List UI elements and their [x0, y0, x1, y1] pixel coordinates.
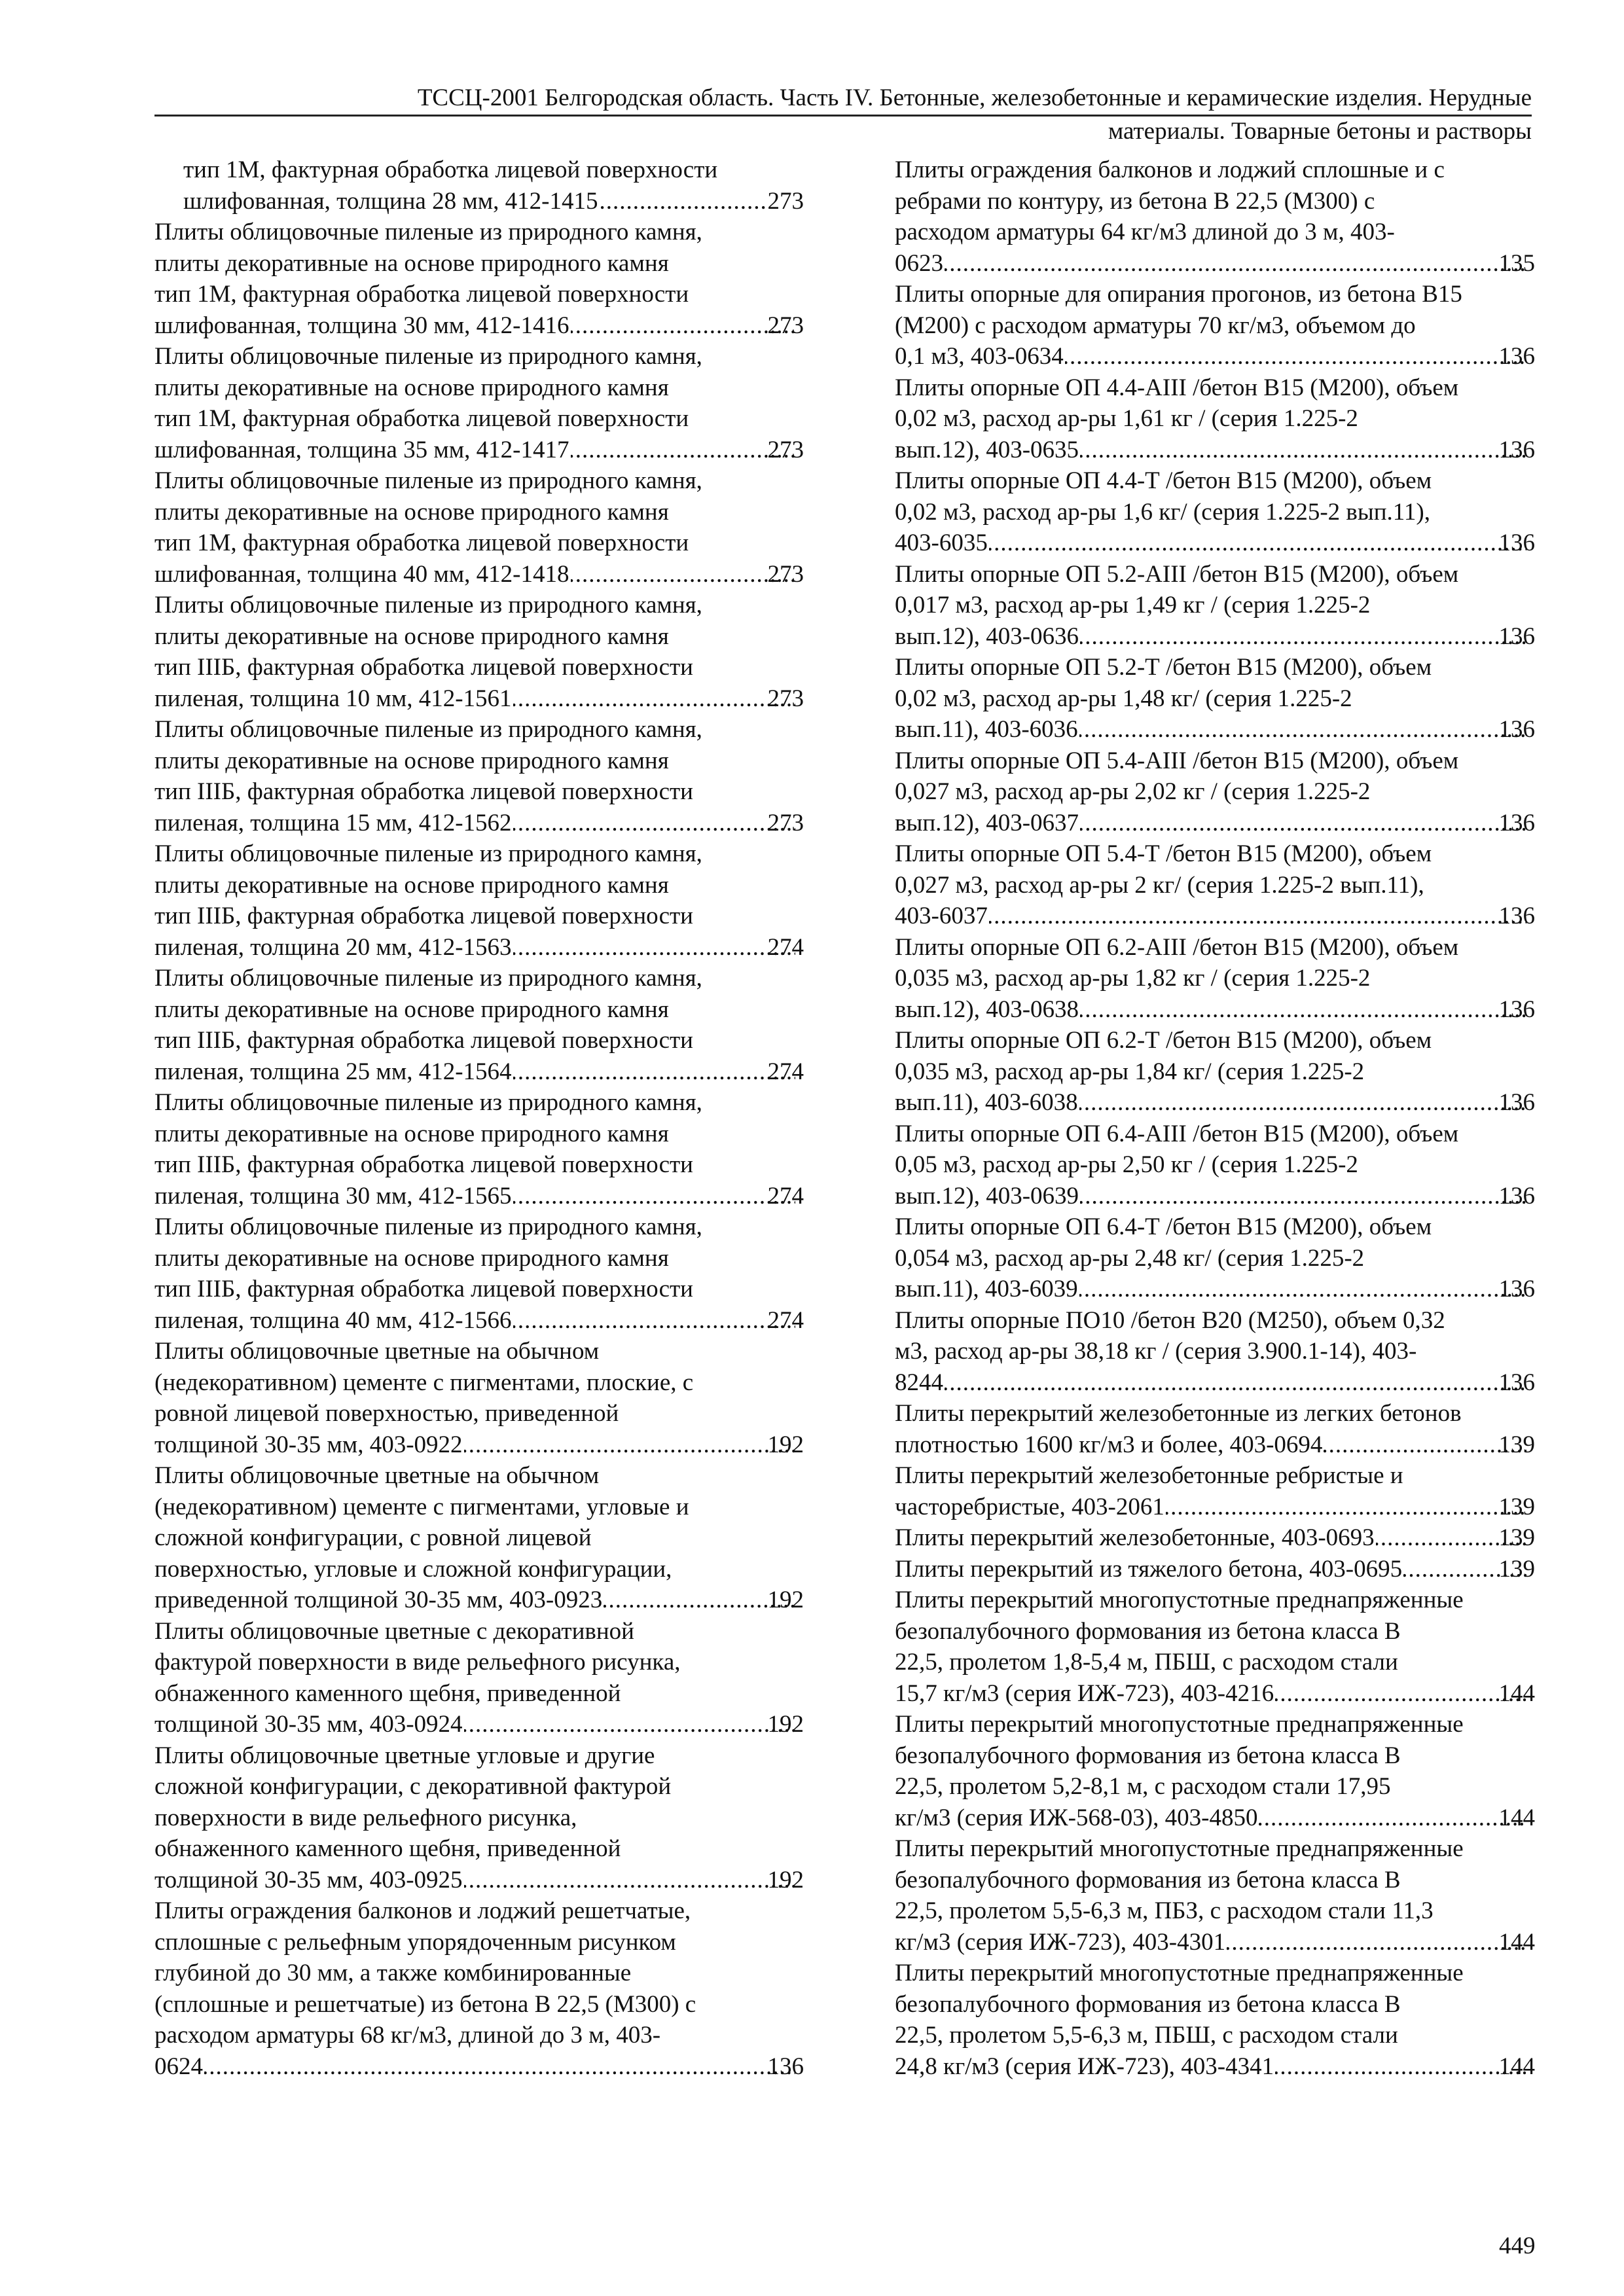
entry-text-line: шлифованная, толщина 35 мм, 412-1417: [154, 436, 569, 463]
entry-text-line: безопалубочного формования из бетона класса В: [895, 1990, 1401, 2018]
header-line-1: ТССЦ-2001 Белгородская область. Часть IV. Бетонные, железобетонные и керамические изделия. Нерудные: [154, 83, 1532, 117]
entry-text-line: 0,035 м3, расход ар-ры 1,82 кг / (серия 1.225-2: [895, 965, 1371, 992]
entry-page-number: 192: [767, 1431, 804, 1458]
entry-page-number: 139: [1498, 1524, 1535, 1551]
entry-text-line: Плиты опорные ОП 5.4-Т /бетон В15 (М200), объем: [895, 840, 1432, 867]
entry-text-line: 0,054 м3, расход ар-ры 2,48 кг/ (серия 1.225-2: [895, 1244, 1365, 1272]
entry-page-number: 144: [1498, 1679, 1535, 1707]
dot-leader: [1079, 714, 1526, 745]
entry-text-line: шлифованная, толщина 40 мм, 412-1418: [154, 560, 569, 588]
entry-last-line: [895, 1087, 1535, 1119]
entry-page-number: 274: [767, 1306, 804, 1334]
entry-text-line: Плиты опорные ПО10 /бетон В20 (М250), объем 0,32: [895, 1306, 1445, 1334]
entry-text-line: Плиты облицовочные пиленые из природного камня,: [154, 840, 702, 867]
dot-leader: [945, 1367, 1526, 1399]
entry-text-line: расходом арматуры 64 кг/м3 длиной до 3 м, 403-: [895, 219, 1395, 245]
entry-text-line: Плиты перекрытий железобетонные ребристые и: [895, 1462, 1403, 1489]
dot-leader: [464, 1709, 795, 1740]
entry-text-line: вып.11), 403-6038: [895, 1089, 1078, 1116]
dot-leader: [464, 1429, 795, 1461]
entry-last-line: [895, 528, 1535, 559]
index-entry: [154, 1616, 804, 1740]
index-entry: [895, 154, 1535, 279]
dot-leader: [513, 1305, 795, 1336]
entry-text-line: 0,02 м3, расход ар-ры 1,61 кг / (серия 1.225-2: [895, 405, 1358, 432]
entry-last-line: [154, 1709, 804, 1740]
entry-text-line: шлифованная, толщина 28 мм, 412-1415: [183, 187, 598, 215]
dot-leader: [1080, 621, 1526, 653]
entry-text-line: плиты декоративные на основе природного камня: [154, 498, 669, 526]
entry-page-number: 192: [767, 1711, 804, 1738]
entry-text-line: приведенной толщиной 30-35 мм, 403-0923: [154, 1587, 603, 1613]
entry-page-number: 136: [1498, 1276, 1535, 1302]
entry-page-number: 136: [1498, 1089, 1535, 1116]
index-entry: [154, 217, 804, 341]
entry-text-line: расходом арматуры 68 кг/м3, длиной до 3 м, 403-: [154, 2022, 661, 2049]
entry-last-line: [154, 1305, 804, 1336]
entry-last-line: [154, 1585, 804, 1616]
entry-last-line: [895, 435, 1535, 466]
dot-leader: [1166, 1492, 1526, 1523]
entry-text-line: тип IIIБ, фактурная обработка лицевой поверхности: [154, 1027, 693, 1054]
entry-text-line: 0623: [895, 249, 943, 277]
entry-last-line: [154, 1865, 804, 1896]
entry-last-line: [895, 248, 1535, 279]
dot-leader: [1080, 1181, 1526, 1212]
entry-text-line: безопалубочного формования из бетона класса В: [895, 1617, 1401, 1645]
entry-page-number: 274: [767, 1182, 804, 1210]
entry-text-line: часторебристые, 403-2061: [895, 1493, 1164, 1520]
index-entry: [895, 1305, 1535, 1399]
entry-page-number: 274: [767, 933, 804, 961]
entry-text-line: пиленая, толщина 10 мм, 412-1561: [154, 685, 512, 712]
entry-text-line: Плиты облицовочные цветные на обычном: [154, 1462, 600, 1489]
entry-text-line: Плиты облицовочные цветные с декоративной: [154, 1617, 634, 1645]
dot-leader: [1079, 1274, 1526, 1305]
entry-text-line: шлифованная, толщина 30 мм, 412-1416: [154, 312, 569, 339]
entry-text-line: толщиной 30-35 мм, 403-0925: [154, 1866, 463, 1893]
entry-page-number: 144: [1498, 1928, 1535, 1956]
index-entry: [154, 590, 804, 714]
entry-page-number: 136: [1498, 1182, 1535, 1210]
entry-text-line: Плиты опорные ОП 6.4-АIII /бетон В15 (М200), объем: [895, 1120, 1459, 1147]
entry-page-number: 136: [1498, 716, 1535, 743]
entry-text-line: Плиты облицовочные пиленые из природного камня,: [154, 343, 702, 370]
entry-text-line: тип IIIБ, фактурная обработка лицевой поверхности: [154, 1276, 693, 1302]
index-entry: [154, 714, 804, 838]
index-entry: [895, 1554, 1535, 1585]
index-entry: [895, 1709, 1535, 1833]
index-entry: [895, 1398, 1535, 1460]
entry-text-line: 22,5, пролетом 5,2-8,1 м, с расходом стали 17,95: [895, 1773, 1391, 1800]
entry-text-line: кг/м3 (серия ИЖ-723), 403-4301: [895, 1928, 1226, 1956]
dot-leader: [945, 248, 1526, 279]
index-entry: [895, 465, 1535, 559]
dot-leader: [989, 528, 1526, 559]
index-entry: [154, 154, 804, 217]
entry-text-line: безопалубочного формования из бетона класса В: [895, 1866, 1401, 1893]
entry-text-line: 0,1 м3, 403-0634: [895, 343, 1064, 370]
entry-page-number: 144: [1498, 1804, 1535, 1831]
entry-text-line: (сплошные и решетчатые) из бетона В 22,5 (М300) с: [154, 1990, 696, 2018]
entry-text-line: 22,5, пролетом 1,8-5,4 м, ПБШ, с расходом стали: [895, 1649, 1398, 1676]
entry-last-line: [154, 2051, 804, 2083]
entry-text-line: тип IIIБ, фактурная обработка лицевой поверхности: [154, 1151, 693, 1178]
entry-text-line: тип IIIБ, фактурная обработка лицевой поверхности: [154, 654, 693, 681]
index-entry: [895, 652, 1535, 745]
index-entry: [895, 1585, 1535, 1709]
entry-text-line: плиты декоративные на основе природного камня: [154, 622, 669, 650]
index-entry: [154, 1895, 804, 2082]
dot-leader: [1079, 1087, 1526, 1119]
entry-page-number: 136: [1498, 903, 1535, 929]
entry-page-number: 136: [1498, 529, 1535, 556]
entry-text-line: 403-6035: [895, 529, 988, 556]
entry-page-number: 273: [767, 436, 804, 463]
entry-text-line: 0,017 м3, расход ар-ры 1,49 кг / (серия 1.225-2: [895, 592, 1371, 619]
entry-page-number: 139: [1498, 1493, 1535, 1520]
index-entry: [895, 932, 1535, 1026]
index-entry: [154, 1087, 804, 1211]
entry-last-line: [895, 1678, 1535, 1710]
entry-last-line: [895, 1803, 1535, 1834]
dot-leader: [464, 1865, 795, 1896]
entry-text-line: 0,02 м3, расход ар-ры 1,6 кг/ (серия 1.225-2 вып.11),: [895, 498, 1430, 526]
entry-text-line: (недекоративном) цементе с пигментами, угловые и: [154, 1493, 689, 1520]
entry-text-line: Плиты облицовочные пиленые из природного камня,: [154, 467, 702, 494]
index-entry: [895, 1833, 1535, 1958]
entry-page-number: 274: [767, 1058, 804, 1085]
entry-text-line: сложной конфигурации, с ровной лицевой: [154, 1524, 592, 1551]
dot-leader: [1080, 808, 1526, 839]
index-entry: [895, 1958, 1535, 2082]
dot-leader: [1275, 1678, 1526, 1710]
entry-text-line: Плиты опорные ОП 4.4-Т /бетон В15 (М200), объем: [895, 467, 1432, 494]
entry-last-line: [154, 1429, 804, 1461]
entry-text-line: плиты декоративные на основе природного камня: [154, 747, 669, 774]
index-entry: [895, 1119, 1535, 1212]
index-entry: [154, 838, 804, 963]
entry-last-line: [895, 1367, 1535, 1399]
entry-text-line: 8244: [895, 1369, 943, 1396]
entry-last-line: [895, 714, 1535, 745]
entry-text-line: Плиты ограждения балконов и лоджий сплошные и с: [895, 156, 1445, 183]
entry-text-line: Плиты перекрытий железобетонные, 403-0693: [895, 1524, 1375, 1551]
index-entry: [895, 559, 1535, 653]
dot-leader: [1275, 2051, 1526, 2083]
dot-leader: [1324, 1429, 1526, 1461]
index-entry: [154, 1211, 804, 1336]
dot-leader: [571, 435, 795, 466]
dot-leader: [989, 901, 1526, 932]
entry-last-line: [154, 435, 804, 466]
entry-text-line: тип 1М, фактурная обработка лицевой поверхности: [154, 281, 689, 308]
entry-text-line: тип IIIБ, фактурная обработка лицевой поверхности: [154, 778, 693, 805]
entry-text-line: Плиты облицовочные пиленые из природного камня,: [154, 219, 702, 245]
index-entry: [154, 341, 804, 465]
entry-text-line: Плиты опорные ОП 5.2-Т /бетон В15 (М200), объем: [895, 654, 1432, 681]
index-entry: [895, 838, 1535, 932]
entry-text-line: Плиты опорные ОП 4.4-АIII /бетон В15 (М200), объем: [895, 374, 1459, 401]
entry-last-line: [154, 310, 804, 342]
entry-page-number: 136: [1498, 622, 1535, 650]
entry-text-line: Плиты перекрытий многопустотные преднапряженные: [895, 1960, 1464, 1986]
entry-last-line: [895, 2051, 1535, 2083]
entry-page-number: 135: [1498, 249, 1535, 277]
entry-text-line: плиты декоративные на основе природного камня: [154, 871, 669, 899]
entry-page-number: 136: [1498, 1369, 1535, 1396]
entry-text-line: Плиты перекрытий многопустотные преднапряженные: [895, 1835, 1464, 1862]
dot-leader: [204, 2051, 795, 2083]
entry-text-line: Плиты опорные ОП 6.2-АIII /бетон В15 (М200), объем: [895, 933, 1459, 961]
entry-text-line: Плиты облицовочные пиленые из природного камня,: [154, 716, 702, 743]
entry-page-number: 136: [767, 2053, 804, 2080]
entry-text-line: Плиты перекрытий многопустотные преднапряженные: [895, 1711, 1464, 1738]
entry-text-line: пиленая, толщина 20 мм, 412-1563: [154, 933, 512, 961]
page-number: 449: [1499, 2233, 1536, 2259]
entry-text-line: 0,027 м3, расход ар-ры 2,02 кг / (серия 1.225-2: [895, 778, 1371, 805]
entry-text-line: Плиты перекрытий железобетонные из легких бетонов: [895, 1400, 1462, 1427]
index-entry: [154, 465, 804, 590]
dot-leader: [1259, 1803, 1526, 1834]
entry-page-number: 273: [767, 809, 804, 836]
entry-text-line: Плиты облицовочные цветные на обычном: [154, 1338, 600, 1365]
entry-text-line: Плиты опорные ОП 5.2-АIII /бетон В15 (М200), объем: [895, 560, 1459, 588]
entry-text-line: толщиной 30-35 мм, 403-0922: [154, 1431, 463, 1458]
entry-last-line: [154, 683, 804, 715]
entry-text-line: пиленая, толщина 15 мм, 412-1562: [154, 809, 512, 836]
dot-leader: [513, 808, 795, 839]
dot-leader: [513, 683, 795, 715]
entry-text-line: Плиты перекрытий многопустотные преднапряженные: [895, 1587, 1464, 1613]
index-column-left: [154, 154, 804, 2082]
entry-text-line: 22,5, пролетом 5,5-6,3 м, ПБЗ, с расходом стали 11,3: [895, 1897, 1434, 1924]
entry-text-line: 0,035 м3, расход ар-ры 1,84 кг/ (серия 1.225-2: [895, 1058, 1365, 1085]
entry-page-number: 136: [1498, 343, 1535, 370]
entry-text-line: вып.12), 403-0638: [895, 996, 1079, 1023]
index-entry: [154, 1740, 804, 1896]
entry-last-line: [895, 901, 1535, 932]
index-entry: [895, 745, 1535, 839]
entry-text-line: поверхности в виде рельефного рисунка,: [154, 1804, 577, 1831]
entry-page-number: 136: [1498, 809, 1535, 836]
entry-text-line: Плиты ограждения балконов и лоджий решетчатые,: [154, 1897, 691, 1924]
entry-text-line: 15,7 кг/м3 (серия ИЖ-723), 403-4216: [895, 1679, 1274, 1707]
entry-page-number: 273: [767, 685, 804, 712]
entry-text-line: сложной конфигурации, с декоративной фактурой: [154, 1773, 672, 1800]
entry-text-line: 24,8 кг/м3 (серия ИЖ-723), 403-4341: [895, 2053, 1274, 2080]
entry-text-line: обнаженного каменного щебня, приведенной: [154, 1679, 621, 1707]
entry-text-line: поверхностью, угловые и сложной конфигурации,: [154, 1555, 672, 1583]
entry-text-line: сплошные с рельефным упорядоченным рисунком: [154, 1928, 676, 1956]
entry-text-line: пиленая, толщина 25 мм, 412-1564: [154, 1058, 512, 1085]
entry-text-line: пиленая, толщина 40 мм, 412-1566: [154, 1306, 512, 1334]
entry-text-line: Плиты опорные для опирания прогонов, из бетона В15: [895, 281, 1462, 308]
dot-leader: [1080, 994, 1526, 1026]
entry-text-line: плиты декоративные на основе природного камня: [154, 249, 669, 277]
entry-last-line: [895, 808, 1535, 839]
entry-page-number: 273: [767, 560, 804, 588]
index-entry: [895, 1025, 1535, 1119]
dot-leader: [571, 310, 795, 342]
dot-leader: [513, 1181, 795, 1212]
entry-text-line: плиты декоративные на основе природного камня: [154, 374, 669, 401]
entry-text-line: обнаженного каменного щебня, приведенной: [154, 1835, 621, 1862]
entry-text-line: Плиты облицовочные пиленые из природного камня,: [154, 1213, 702, 1240]
entry-text-line: Плиты опорные ОП 5.4-АIII /бетон В15 (М200), объем: [895, 747, 1459, 774]
dot-leader: [513, 1056, 795, 1088]
entry-last-line: [895, 1927, 1535, 1958]
entry-text-line: Плиты опорные ОП 6.2-Т /бетон В15 (М200), объем: [895, 1027, 1432, 1054]
entry-text-line: Плиты облицовочные цветные угловые и другие: [154, 1742, 655, 1769]
entry-text-line: фактурой поверхности в виде рельефного рисунка,: [154, 1649, 681, 1676]
entry-text-line: 0624: [154, 2053, 203, 2080]
entry-page-number: 273: [767, 187, 804, 215]
entry-text-line: вып.12), 403-0637: [895, 809, 1079, 836]
entry-page-number: 136: [1498, 996, 1535, 1023]
index-column-right: [895, 154, 1535, 2082]
entry-last-line: [895, 1554, 1535, 1585]
entry-text-line: (недекоративном) цементе с пигментами, плоские, с: [154, 1369, 694, 1396]
dot-leader: [600, 186, 767, 217]
entry-page-number: 144: [1498, 2053, 1535, 2080]
index-entry: [154, 1336, 804, 1460]
entry-last-line: [895, 1492, 1535, 1523]
entry-text-line: тип 1М, фактурная обработка лицевой поверхности: [154, 529, 689, 556]
index-entry: [895, 372, 1535, 466]
entry-text-line: 0,027 м3, расход ар-ры 2 кг/ (серия 1.225-2 вып.11),: [895, 871, 1424, 899]
entry-page-number: 139: [1498, 1431, 1535, 1458]
entry-last-line: [895, 341, 1535, 372]
index-entry: [154, 963, 804, 1087]
dot-leader: [1080, 435, 1526, 466]
entry-text-line: плотностью 1600 кг/м3 и более, 403-0694: [895, 1431, 1323, 1458]
entry-text-line: тип 1М, фактурная обработка лицевой поверхности: [183, 156, 718, 183]
dot-leader: [1227, 1927, 1526, 1958]
entry-text-line: 0,02 м3, расход ар-ры 1,48 кг/ (серия 1.225-2: [895, 685, 1352, 712]
entry-text-line: кг/м3 (серия ИЖ-568-03), 403-4850: [895, 1804, 1258, 1831]
index-entry: [895, 1211, 1535, 1305]
entry-page-number: 273: [767, 312, 804, 339]
entry-text-line: плиты декоративные на основе природного камня: [154, 1244, 669, 1272]
entry-text-line: безопалубочного формования из бетона класса В: [895, 1742, 1401, 1769]
entry-last-line: [895, 1181, 1535, 1212]
index-entry: [895, 1460, 1535, 1522]
dot-leader: [1065, 341, 1526, 372]
dot-leader: [571, 559, 795, 590]
entry-text-line: 22,5, пролетом 5,5-6,3 м, ПБШ, с расходом стали: [895, 2022, 1398, 2049]
entry-text-line: 403-6037: [895, 903, 988, 929]
entry-text-line: м3, расход ар-ры 38,18 кг / (серия 3.900.1-14), 403-: [895, 1338, 1417, 1365]
index-entry: [895, 279, 1535, 372]
entry-last-line: [183, 186, 804, 217]
index-entry: [895, 1522, 1535, 1554]
entry-last-line: [895, 1274, 1535, 1305]
entry-last-line: [895, 994, 1535, 1026]
dot-leader: [604, 1585, 795, 1616]
entry-text-line: ребрами по контуру, из бетона В 22,5 (М300) с: [895, 187, 1375, 215]
entry-text-line: плиты декоративные на основе природного камня: [154, 1120, 669, 1147]
entry-text-line: вып.12), 403-0635: [895, 436, 1079, 463]
running-header: [154, 83, 1532, 147]
entry-text-line: Плиты облицовочные пиленые из природного камня,: [154, 1089, 702, 1116]
entry-text-line: 0,05 м3, расход ар-ры 2,50 кг / (серия 1.225-2: [895, 1151, 1358, 1178]
entry-page-number: 139: [1498, 1555, 1535, 1583]
entry-text-line: (М200) с расходом арматуры 70 кг/м3, объемом до: [895, 312, 1416, 339]
entry-text-line: ровной лицевой поверхностью, приведенной: [154, 1400, 619, 1427]
entry-last-line: [154, 559, 804, 590]
entry-text-line: плиты декоративные на основе природного камня: [154, 996, 669, 1023]
entry-text-line: вып.11), 403-6036: [895, 716, 1078, 743]
entry-last-line: [154, 1181, 804, 1212]
entry-text-line: толщиной 30-35 мм, 403-0924: [154, 1711, 463, 1738]
entry-text-line: Плиты перекрытий из тяжелого бетона, 403-0695: [895, 1555, 1403, 1583]
dot-leader: [513, 932, 795, 963]
entry-text-line: вып.11), 403-6039: [895, 1276, 1078, 1302]
entry-text-line: Плиты опорные ОП 6.4-Т /бетон В15 (М200), объем: [895, 1213, 1432, 1240]
entry-text-line: глубиной до 30 мм, а также комбинированные: [154, 1960, 632, 1986]
index-entry: [154, 1460, 804, 1616]
entry-text-line: Плиты облицовочные пиленые из природного камня,: [154, 592, 702, 619]
entry-last-line: [154, 808, 804, 839]
entry-text-line: тип 1М, фактурная обработка лицевой поверхности: [154, 405, 689, 432]
entry-text-line: тип IIIБ, фактурная обработка лицевой поверхности: [154, 903, 693, 929]
entry-page-number: 136: [1498, 436, 1535, 463]
entry-last-line: [895, 621, 1535, 653]
entry-last-line: [895, 1429, 1535, 1461]
entry-last-line: [154, 932, 804, 963]
entry-text-line: вып.12), 403-0639: [895, 1182, 1079, 1210]
entry-last-line: [154, 1056, 804, 1088]
entry-last-line: [895, 1522, 1535, 1554]
entry-text-line: пиленая, толщина 30 мм, 412-1565: [154, 1182, 512, 1210]
entry-text-line: Плиты облицовочные пиленые из природного камня,: [154, 965, 702, 992]
entry-text-line: вып.12), 403-0636: [895, 622, 1079, 650]
entry-page-number: 192: [767, 1587, 804, 1613]
header-line-2: материалы. Товарные бетоны и растворы: [1108, 118, 1532, 145]
entry-page-number: 192: [767, 1866, 804, 1893]
